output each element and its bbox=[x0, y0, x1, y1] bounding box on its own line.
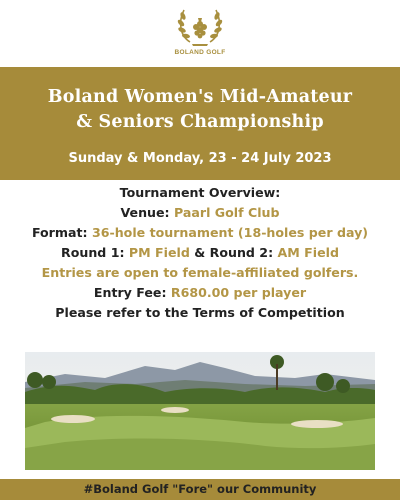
format-line bbox=[0, 223, 400, 243]
round-separator: & bbox=[194, 245, 206, 260]
boland-golf-logo bbox=[168, 4, 232, 62]
format-label: Format: bbox=[31, 225, 88, 240]
golf-course-photo bbox=[25, 352, 375, 470]
title-line-2: & Seniors Championship bbox=[76, 112, 324, 132]
event-dates: Sunday & Monday, 23 - 24 July 2023 bbox=[68, 151, 332, 166]
terms-note: Please refer to the Terms of Competition bbox=[55, 305, 345, 320]
round2-label: Round 2: bbox=[209, 245, 274, 260]
round1-label: Round 1: bbox=[61, 245, 125, 260]
round1-value: PM Field bbox=[128, 245, 190, 260]
venue-line bbox=[0, 203, 400, 223]
championship-title bbox=[0, 85, 400, 135]
fee-value: R680.00 per player bbox=[170, 285, 307, 300]
fee-label: Entry Fee: bbox=[93, 285, 167, 300]
title-banner bbox=[0, 67, 400, 180]
footer-tagline: #Boland Golf "Fore" our Community bbox=[83, 482, 317, 496]
entry-fee-line bbox=[0, 283, 400, 303]
round2-value: AM Field bbox=[277, 245, 339, 260]
tournament-overview bbox=[0, 183, 400, 323]
logo-wordmark: BOLAND GOLF bbox=[174, 49, 226, 56]
format-value: 36-hole tournament (18-holes per day) bbox=[91, 225, 369, 240]
venue-value: Paarl Golf Club bbox=[173, 205, 280, 220]
entries-note: Entries are open to female-affiliated golfers. bbox=[41, 265, 359, 280]
title-line-1: Boland Women's Mid-Amateur bbox=[47, 87, 353, 107]
overview-heading: Tournament Overview: bbox=[119, 185, 281, 200]
footer-bar bbox=[0, 479, 400, 500]
laurel-crest-icon bbox=[174, 4, 226, 48]
rounds-line bbox=[0, 243, 400, 263]
venue-label: Venue: bbox=[120, 205, 170, 220]
